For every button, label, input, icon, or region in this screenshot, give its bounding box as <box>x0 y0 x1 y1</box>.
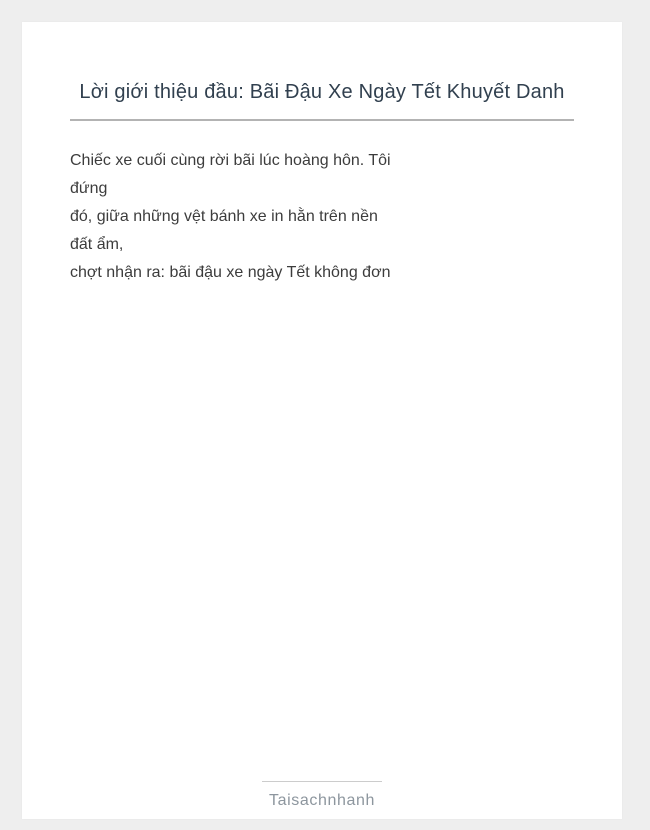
body-line: Chiếc xe cuối cùng rời bãi lúc hoàng hôn. Tôi <box>70 152 391 169</box>
page-title: Lời giới thiệu đầu: Bãi Đậu Xe Ngày Tết Khuyết Danh <box>79 81 565 103</box>
footer-divider <box>262 781 382 782</box>
footer-brand: Taisachnhanh <box>269 792 375 809</box>
body-line: đất ẩm, <box>70 236 124 253</box>
body-text-block <box>70 147 574 287</box>
body-line: chợt nhận ra: bãi đậu xe ngày Tết không đơn <box>70 264 391 281</box>
body-line: đó, giữa những vệt bánh xe in hằn trên nền <box>70 208 378 225</box>
title-divider <box>70 119 574 121</box>
document-page <box>22 22 622 819</box>
body-line: đứng <box>70 180 108 197</box>
page-footer <box>22 781 622 810</box>
